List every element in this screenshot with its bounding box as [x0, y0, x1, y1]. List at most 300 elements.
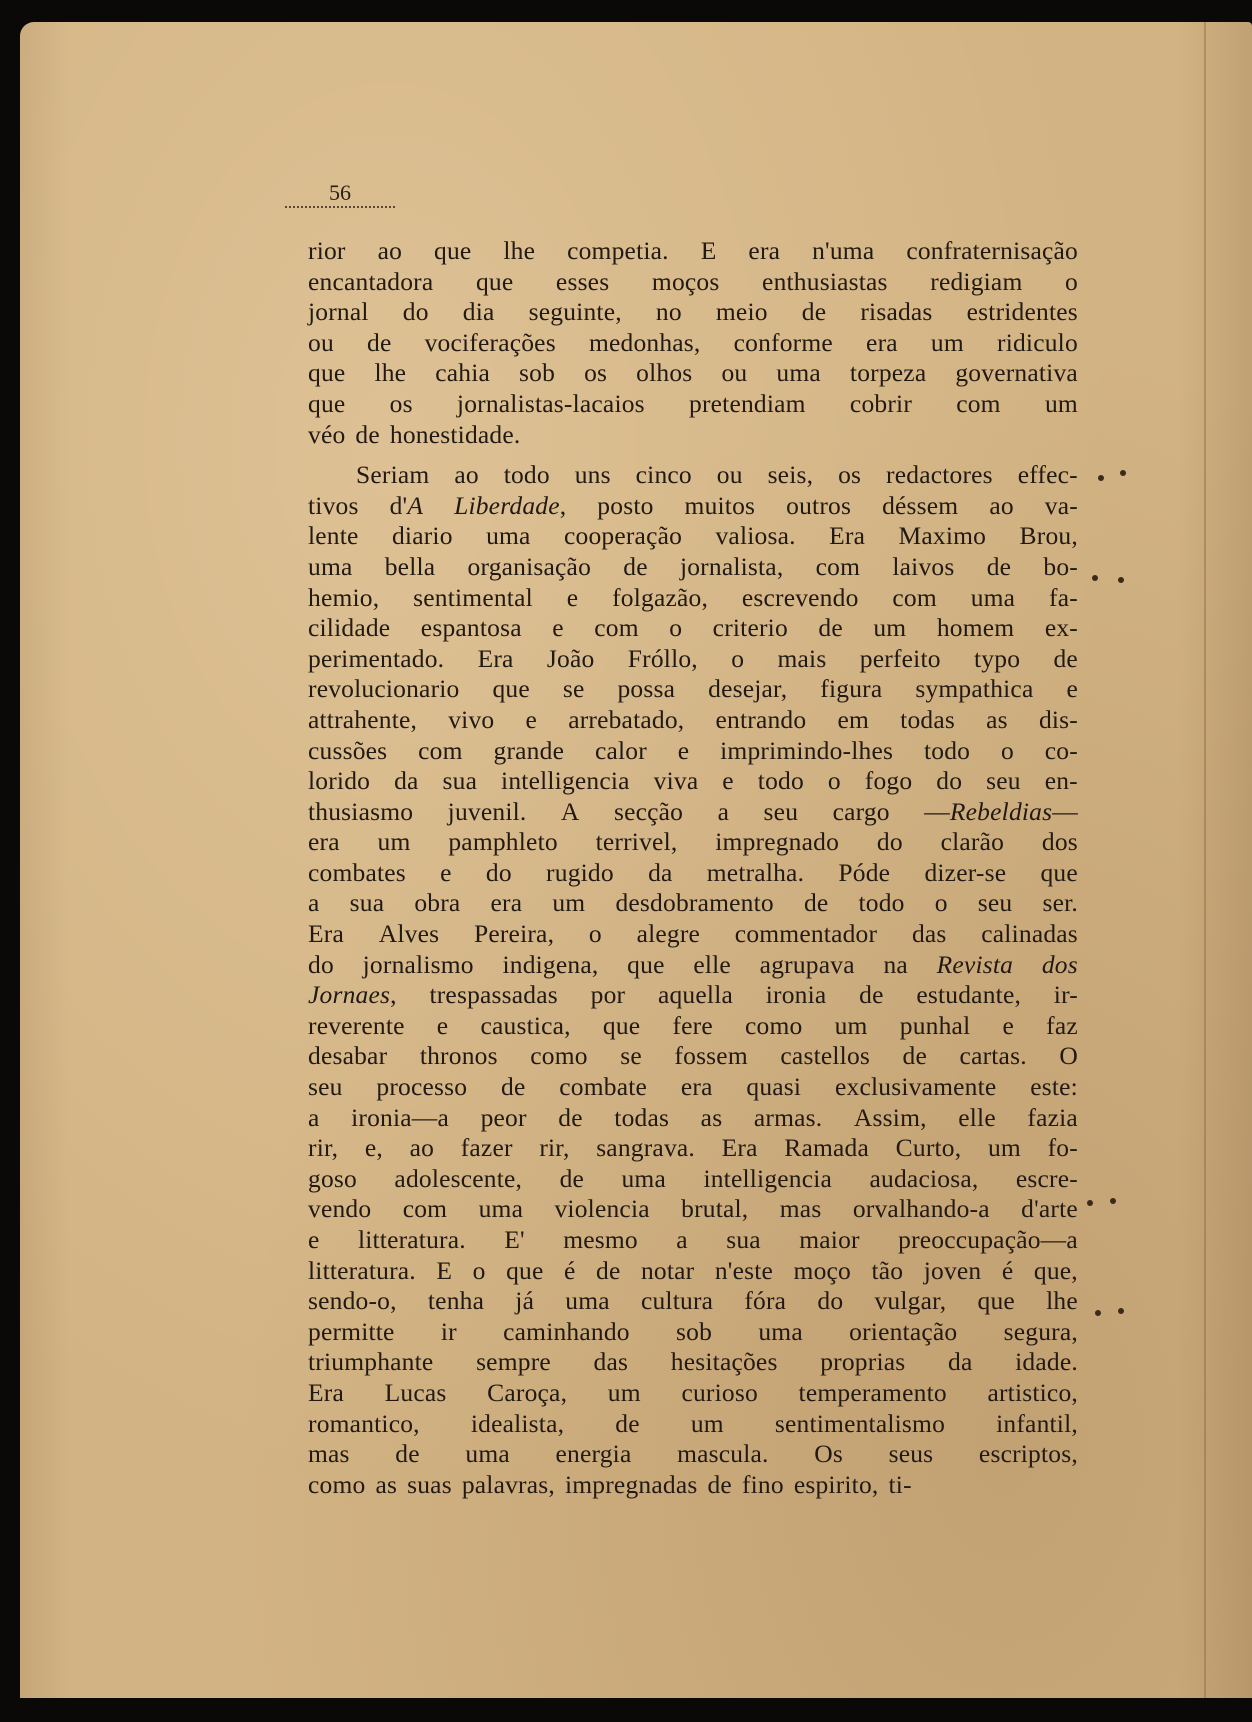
word: de: [801, 297, 827, 327]
text-line: [308, 1225, 1078, 1256]
word: que: [627, 949, 665, 979]
word: desabar: [308, 1041, 388, 1071]
word: caminhando: [503, 1316, 630, 1346]
word: calinadas: [981, 919, 1078, 949]
word: n'uma: [812, 236, 875, 265]
text-line: [308, 491, 1078, 522]
text-line: [308, 236, 1078, 267]
word: mesmo: [563, 1225, 638, 1254]
word: valiosa.: [715, 521, 796, 551]
word: infantil,: [996, 1408, 1078, 1438]
word: o: [472, 1255, 486, 1285]
word: metralha.: [706, 857, 805, 887]
text-line: [308, 644, 1078, 675]
word: ou: [721, 358, 748, 388]
text-line: [308, 705, 1078, 736]
word: estridentes: [966, 297, 1078, 327]
word: Era: [829, 521, 866, 551]
word: attrahente,: [308, 704, 418, 734]
word: e: [436, 1010, 449, 1040]
word: que,: [1033, 1255, 1078, 1285]
word: das: [593, 1347, 629, 1377]
text-line: [308, 1133, 1078, 1164]
word: Póde: [838, 857, 891, 887]
word: lente: [308, 521, 359, 551]
word: sob: [676, 1316, 713, 1346]
word: seu: [763, 796, 799, 826]
word: cobrir: [849, 388, 913, 418]
word: lhe: [374, 358, 407, 388]
word: e: [566, 582, 579, 612]
word: pamphleto: [448, 827, 558, 857]
word: um: [377, 827, 411, 857]
margin-speck: [1095, 1310, 1101, 1316]
word: permitte: [308, 1316, 395, 1346]
word: todo: [757, 766, 804, 796]
text-line: [308, 267, 1078, 298]
word: organisação: [467, 551, 592, 581]
word: esses: [555, 266, 610, 296]
word: Era: [308, 1377, 344, 1407]
word: figura: [820, 674, 883, 704]
word: orvalhando-a: [852, 1194, 990, 1224]
word: de: [559, 1163, 585, 1193]
text-line: [308, 1164, 1078, 1195]
word: de: [596, 1255, 621, 1285]
margin-speck: [1120, 470, 1126, 476]
word: uma: [776, 358, 821, 388]
word: do: [308, 949, 334, 979]
word: e: [308, 1225, 320, 1254]
word: effec-: [1017, 460, 1078, 490]
word: fogo: [864, 766, 913, 796]
word: meio: [715, 297, 768, 327]
word: folgazão,: [612, 582, 709, 612]
word: idealista,: [470, 1408, 565, 1438]
word: que: [492, 674, 530, 704]
word: com: [594, 613, 639, 643]
text-line: [308, 1347, 1078, 1378]
word: um: [987, 1133, 1021, 1163]
text-line: [308, 1378, 1078, 1409]
word: rir,: [539, 1133, 570, 1163]
word: impregnado: [715, 827, 840, 857]
word: sob: [519, 358, 556, 388]
word: juvenil.: [447, 796, 527, 826]
word: fa-: [1049, 582, 1078, 612]
word: de: [501, 1072, 526, 1102]
word: seus: [888, 1439, 934, 1469]
word: os: [584, 358, 608, 388]
word: uma: [478, 1194, 524, 1224]
word: revolucionario: [308, 674, 460, 704]
word: alegre: [636, 919, 701, 949]
word: escriptos,: [978, 1439, 1078, 1469]
margin-speck: [1092, 575, 1098, 581]
word: entrando: [715, 704, 807, 734]
word: jornalismo: [362, 949, 474, 979]
word: processo: [376, 1072, 468, 1102]
word: e: [552, 613, 564, 643]
word: todo: [923, 735, 971, 765]
word: as: [700, 1102, 723, 1132]
text-line: [308, 1072, 1078, 1103]
word: terrivel,: [595, 827, 678, 857]
word: as: [986, 704, 1008, 734]
word: en-: [1044, 766, 1078, 796]
word: E: [436, 1255, 453, 1285]
word: fazia: [1027, 1102, 1078, 1132]
margin-speck: [1087, 1200, 1093, 1206]
word: as: [375, 1469, 398, 1499]
word: Alves: [378, 919, 440, 949]
page-number: [285, 180, 395, 208]
word: imprimindo-lhes: [720, 735, 894, 765]
margin-speck: [1098, 475, 1104, 481]
word: ou: [308, 327, 334, 357]
word: e: [525, 704, 538, 734]
word: ti-: [888, 1469, 912, 1499]
word: a: [308, 1102, 320, 1132]
word: vulgar,: [874, 1286, 947, 1316]
word: indigena,: [502, 949, 599, 979]
word: sua: [349, 888, 385, 918]
word: de: [615, 1408, 640, 1438]
word: dis-: [1038, 704, 1078, 734]
word: governativa: [955, 358, 1078, 388]
word: brutal,: [681, 1194, 749, 1224]
text-line: [308, 797, 1078, 828]
word: Revista: [936, 949, 1014, 979]
word: conforme: [733, 327, 833, 357]
word: de: [395, 1439, 420, 1469]
word: muitos: [684, 490, 756, 520]
word: do: [876, 827, 903, 857]
word: com: [402, 1194, 448, 1224]
word: competia.: [567, 236, 669, 265]
text-line: [308, 358, 1078, 389]
word: encantadora: [308, 266, 434, 296]
word: calor: [594, 735, 647, 765]
word: o: [934, 888, 948, 918]
word: faz: [1046, 1010, 1078, 1040]
word: risadas: [860, 297, 933, 327]
word: hemio,: [308, 582, 380, 612]
word: da: [394, 766, 419, 796]
word: Fróllo,: [627, 643, 698, 673]
text-line: [308, 1286, 1078, 1317]
word: sendo-o,: [308, 1286, 397, 1316]
word: uma: [758, 1316, 803, 1346]
word: bo-: [1043, 551, 1078, 581]
word: armas.: [753, 1102, 823, 1132]
word: punhal: [899, 1010, 971, 1040]
word: va-: [1044, 490, 1078, 520]
word: da: [648, 857, 673, 887]
word: d'A: [389, 490, 424, 520]
word: Pereira,: [473, 919, 555, 949]
word: jornalistas-lacaios: [456, 388, 645, 418]
word: fossem: [674, 1041, 748, 1071]
word: cultura: [640, 1286, 714, 1316]
word: escre-: [1015, 1163, 1078, 1193]
word: quasi: [746, 1072, 802, 1102]
text-line: [308, 980, 1078, 1011]
word: fino: [741, 1469, 784, 1499]
word: goso: [308, 1163, 357, 1193]
word: fere: [672, 1010, 713, 1040]
word: vendo: [308, 1194, 372, 1224]
word: Jornaes,: [308, 980, 397, 1010]
word: moços: [651, 266, 720, 296]
word: reverente: [308, 1010, 405, 1040]
word: trespassadas: [429, 980, 558, 1010]
word: de: [986, 551, 1012, 581]
word: Assim,: [853, 1102, 927, 1132]
word: todas: [900, 704, 955, 734]
word: desdobramento: [615, 888, 774, 918]
word: ex-: [1044, 613, 1078, 643]
word: e: [1002, 1010, 1015, 1040]
margin-speck: [1118, 577, 1124, 583]
word: em: [837, 704, 870, 734]
word: seu: [986, 766, 1021, 796]
word: olhos: [636, 358, 693, 388]
text-line: [308, 1194, 1078, 1225]
word: Maximo: [898, 521, 987, 551]
word: posto: [597, 490, 654, 520]
word: combate: [559, 1072, 648, 1102]
word: suas: [407, 1469, 452, 1499]
text-line: [308, 888, 1078, 919]
body-text: [308, 236, 1078, 1500]
word: como: [530, 1041, 588, 1071]
word: violencia: [554, 1194, 650, 1224]
margin-speck: [1110, 1198, 1116, 1204]
word: notar: [640, 1255, 695, 1285]
word: das: [911, 919, 947, 949]
word: ao: [409, 1133, 435, 1163]
word: se: [620, 1041, 642, 1071]
word: e: [677, 735, 690, 765]
word: redigiam: [930, 266, 1023, 296]
word: cooperação: [563, 521, 683, 551]
word: diario: [391, 521, 453, 551]
word: lorido: [308, 766, 371, 796]
word: Caroça,: [487, 1377, 568, 1407]
word: tenha: [427, 1286, 485, 1316]
word: era: [866, 327, 898, 357]
word: lhe: [503, 236, 536, 265]
word: um: [930, 327, 964, 357]
word: e: [1066, 674, 1078, 704]
word: todo: [858, 888, 905, 918]
word: seguinte,: [528, 297, 622, 327]
word: intelligencia: [501, 766, 630, 796]
text-line: [308, 420, 1078, 451]
word: obra: [414, 888, 461, 918]
word: os: [389, 388, 413, 418]
word: uma: [308, 551, 353, 581]
text-line: [308, 521, 1078, 552]
text-line: [308, 674, 1078, 705]
word: vociferações: [424, 327, 556, 357]
text-line: [308, 389, 1078, 420]
word: agrupava: [759, 949, 855, 979]
word: a: [717, 796, 730, 826]
word: que: [506, 1255, 544, 1285]
word: clarão: [940, 827, 1005, 857]
word: de: [623, 551, 648, 581]
text-line: [308, 736, 1078, 767]
word: que: [475, 266, 514, 296]
word: na: [883, 949, 908, 979]
word: commentador: [734, 919, 878, 949]
word: cahia: [435, 358, 491, 388]
word: que: [977, 1286, 1015, 1316]
word: rior: [308, 236, 346, 265]
text-line: [308, 460, 1078, 491]
word: a: [676, 1225, 688, 1254]
word: e: [722, 766, 734, 796]
word: preoccupação—a: [898, 1225, 1078, 1254]
word: dos: [1041, 949, 1078, 979]
word: segura,: [1003, 1316, 1078, 1346]
word: que: [1040, 857, 1078, 887]
word: litteratura.: [308, 1255, 416, 1285]
word: sentimental: [413, 582, 533, 612]
word: ironia—a: [351, 1102, 449, 1132]
word: homem: [936, 613, 1015, 643]
word: Era: [721, 1133, 758, 1163]
word: escrevendo: [741, 582, 859, 612]
text-line: [308, 1103, 1078, 1134]
word: um: [1044, 388, 1078, 418]
word: que: [308, 358, 346, 388]
word: sympathica: [915, 674, 1034, 704]
word: O: [1059, 1041, 1078, 1071]
word: confraternisação: [906, 236, 1078, 265]
word: bella: [384, 551, 436, 581]
word: de: [355, 419, 380, 449]
word: dizer-se: [924, 857, 1007, 887]
text-line: [308, 328, 1078, 359]
word: —Rebeldias—: [924, 796, 1078, 826]
word: idade.: [1015, 1347, 1078, 1377]
word: uma: [465, 1439, 510, 1469]
text-line: [308, 1409, 1078, 1440]
word: espantosa: [420, 613, 522, 643]
word: tivos: [308, 490, 359, 520]
word: energia: [555, 1439, 632, 1469]
word: moço: [793, 1255, 851, 1285]
word: E: [700, 236, 717, 265]
word: Brou,: [1019, 521, 1078, 551]
word: vivo: [448, 704, 495, 734]
book-page: [20, 22, 1252, 1698]
word: Era: [477, 643, 514, 673]
word: A: [560, 796, 580, 826]
word: estudante,: [916, 980, 1022, 1010]
word: ironia: [765, 980, 827, 1010]
word: sua: [442, 766, 478, 796]
word: pretendiam: [689, 388, 806, 418]
word: possa: [617, 674, 676, 704]
word: fo-: [1047, 1133, 1078, 1163]
word: com: [418, 735, 463, 765]
word: outros: [786, 490, 852, 520]
word: e: [440, 857, 452, 887]
word: rugido: [546, 857, 614, 887]
word: o: [1000, 735, 1014, 765]
word: todo: [503, 460, 550, 490]
word: ridiculo: [997, 327, 1078, 357]
word: temperamento: [798, 1377, 947, 1407]
word: da: [948, 1347, 973, 1377]
text-line: [308, 552, 1078, 583]
word: romantico,: [308, 1408, 420, 1438]
word: intelligencia: [703, 1163, 833, 1193]
text-line: [308, 1470, 1078, 1501]
word: typo: [974, 643, 1021, 673]
word: cartas.: [959, 1041, 1027, 1071]
word: grande: [493, 735, 565, 765]
word: o: [1065, 266, 1078, 296]
word: mais: [777, 643, 827, 673]
word: elle: [958, 1102, 996, 1132]
word: cilidade: [308, 613, 391, 643]
word: um: [690, 1408, 724, 1438]
word: era: [748, 236, 781, 265]
word: já: [515, 1286, 535, 1316]
word: ser.: [1042, 888, 1078, 918]
text-line: [308, 1439, 1078, 1470]
word: dos: [1041, 827, 1078, 857]
word: do: [402, 297, 429, 327]
word: co-: [1044, 735, 1078, 765]
word: curioso: [681, 1377, 758, 1407]
word: criterio: [712, 613, 788, 643]
word: de: [859, 980, 884, 1010]
word: elle: [693, 949, 731, 979]
word: era: [490, 888, 523, 918]
word: uns: [574, 460, 611, 490]
word: de: [902, 1041, 928, 1071]
word: e,: [364, 1133, 383, 1163]
word: sempre: [476, 1347, 551, 1377]
word: sua: [726, 1225, 761, 1254]
page-fold-line: [1204, 22, 1206, 1698]
word: de: [707, 1469, 732, 1499]
word: do: [817, 1286, 844, 1316]
word: de: [818, 613, 843, 643]
word: mascula.: [677, 1439, 769, 1469]
word: torpeza: [849, 358, 927, 388]
word: um: [552, 888, 586, 918]
word: como: [745, 1010, 803, 1040]
word: a: [308, 888, 320, 918]
word: uma: [565, 1286, 610, 1316]
word: dia: [462, 297, 495, 327]
text-line: [308, 766, 1078, 797]
word: era: [308, 827, 340, 857]
word: palavras,: [461, 1469, 555, 1499]
word: proprias: [820, 1347, 906, 1377]
word: jornal: [308, 297, 369, 327]
word: Liberdade,: [454, 490, 567, 520]
word: de: [367, 327, 392, 357]
word: fóra: [744, 1286, 787, 1316]
